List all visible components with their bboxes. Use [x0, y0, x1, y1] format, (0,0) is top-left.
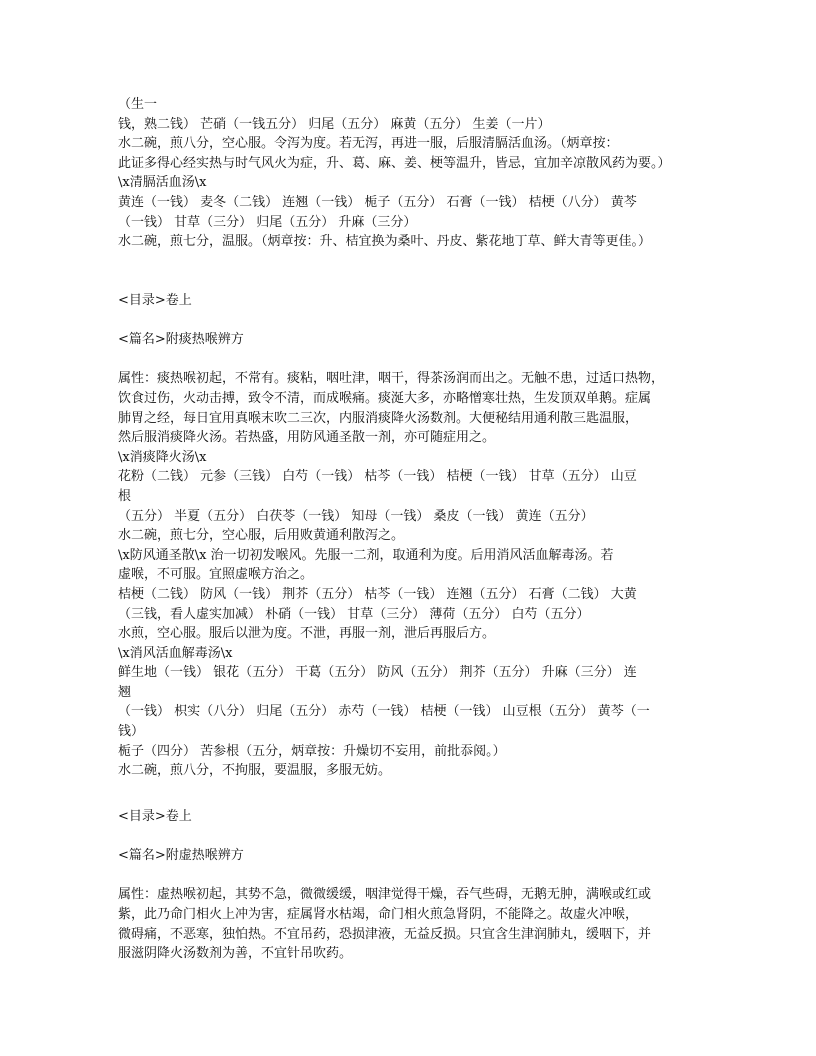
text-line: 鲜生地（一钱） 银花（五分） 干葛（五分） 防风（五分） 荆芥（五分） 升麻（三分） 连 — [118, 665, 637, 681]
section-title: <篇名>附虚热喉辨方 — [118, 848, 244, 864]
text-line: 栀子（四分） 苦参根（五分，炳章按：升燥切不妄用，前批忝阅。） — [118, 743, 506, 759]
text-line: 水二碗，煎八分，不拘服，要温服，多服无妨。 — [118, 763, 392, 779]
catalog-label: <目录>卷上 — [118, 809, 192, 824]
text-line: 紫，此乃命门相火上冲为害，症属肾水枯竭，命门相火煎急肾阴，不能降之。故虚火冲喉， — [118, 906, 639, 922]
section-phlegm-heat-throat — [118, 291, 708, 781]
text-line: 钱，熟二钱） 芒硝（一钱五分） 归尾（五分） 麻黄（五分） 生姜（一片） — [118, 116, 551, 132]
text-line: （一钱） 枳实（八分） 归尾（五分） 赤芍（一钱） 桔梗（一钱） 山豆根（五分） 黄芩（一 — [118, 704, 650, 720]
section-deficiency-heat-throat — [118, 807, 708, 964]
text-line: 水二碗，煎七分，温服。（炳章按：升、桔宜换为桑叶、丹皮、紫花地丁草、鲜大青等更佳。） — [118, 234, 652, 250]
text-line: 然后服消痰降火汤。若热盛，用防风通圣散一剂，亦可随症用之。 — [118, 430, 496, 446]
text-line: \x消风活血解毒汤\x — [118, 645, 233, 661]
text-line: 微碍痛，不恶寒，独怕热。不宜吊药，恐损津液，无益反损。只宜含生津润肺丸，缓咽下，并 — [118, 926, 652, 942]
text-line: \x消痰降火汤\x — [118, 449, 207, 465]
text-line: 钱） — [118, 724, 145, 740]
text-line: 水二碗，煎八分，空心服。令泻为度。若无泻，再进一服，后服清膈活血汤。（炳章按： — [118, 136, 619, 152]
text-line: 属性：痰热喉初起，不常有。痰粘，咽吐津，咽干，得茶汤润而出之。无触不患，过适口热物， — [118, 371, 665, 387]
section-title: <篇名>附痰热喉辨方 — [118, 332, 244, 348]
text-line: 黄连（一钱） 麦冬（二钱） 连翘（一钱） 栀子（五分） 石膏（一钱） 桔梗（八分） 黄芩 — [118, 194, 637, 210]
text-line: 此证多得心经实热与时气风火为症，升、葛、麻、姜、梗等温升，皆忌，宜加辛凉散风药为要。） — [118, 155, 671, 171]
text-line: 根 — [118, 488, 132, 504]
text-line: （一钱） 甘草（三分） 归尾（五分） 升麻（三分） — [118, 214, 417, 230]
text-line: \x防风通圣散\x 治一切初发喉风。先服一二剂，取通利为度。后用消风活血解毒汤。若 — [118, 547, 614, 563]
text-line: 水二碗，煎七分，空心服，后用败黄通利散泻之。 — [118, 528, 405, 544]
text-line: （生一 — [118, 97, 158, 112]
text-line: 桔梗（二钱） 防风（一钱） 荆芥（五分） 枯芩（一钱） 连翘（五分） 石膏（二钱） 大黄 — [118, 586, 637, 602]
prescription-block-1 — [118, 95, 708, 252]
text-line: 肺胃之经，每日宜用真喉末吹二三次，内服消痰降火汤数剂。大便秘结用通利散三匙温服， — [118, 410, 639, 426]
catalog-label: <目录>卷上 — [118, 293, 192, 308]
text-line: （三钱，看人虚实加减） 朴硝（一钱） 甘草（三分） 薄荷（五分） 白芍（五分） — [118, 606, 590, 622]
text-line: 饮食过伤，火动击搏，致令不清，而成喉痛。痰涎大多，亦略憎寒壮热，生发顶双单鹅。症属 — [118, 390, 652, 406]
text-line: 花粉（二钱） 元参（三钱） 白芍（一钱） 枯芩（一钱） 桔梗（一钱） 甘草（五分） 山豆 — [118, 469, 637, 485]
text-line: 翘 — [118, 684, 132, 700]
text-line: \x清膈活血汤\x — [118, 175, 207, 191]
text-line: 属性：虚热喉初起，其势不急，微微缓缓，咽津觉得干燥，吞气些碍，无鹅无肿，满喉或红或 — [118, 887, 652, 903]
text-line: （五分） 半夏（五分） 白茯苓（一钱） 知母（一钱） 桑皮（一钱） 黄连（五分） — [118, 508, 594, 524]
text-line: 服滋阴降火汤数剂为善，不宜针吊吹药。 — [118, 946, 353, 962]
text-line: 虚喉，不可服。宜照虚喉方治之。 — [118, 567, 314, 583]
text-line: 水煎，空心服。服后以泄为度。不泄，再服一剂，泄后再服后方。 — [118, 626, 496, 642]
